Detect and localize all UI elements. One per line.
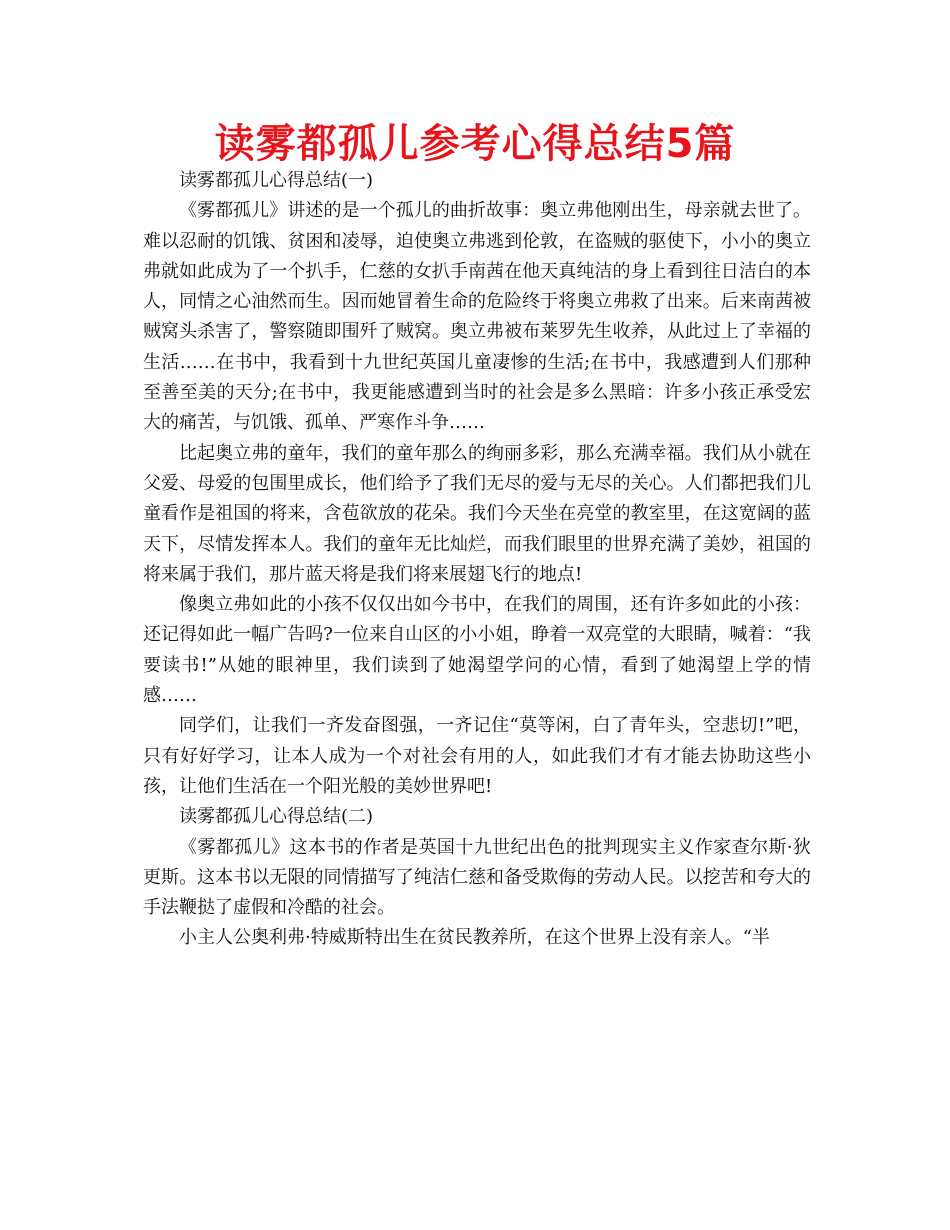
paragraph: 小主人公奥利弗·特威斯特出生在贫民教养所，在这个世界上没有亲人。“半 <box>179 927 770 949</box>
document-title: 读雾都孤儿参考心得总结5篇 <box>214 121 736 167</box>
paragraph: 比起奥立弗的童年，我们的童年那么的绚丽多彩，那么充满幸福。我们从小就在父爱、母爱的包围里成长，他们给予了我们无尽的爱与无尽的关心。人们都把我们儿童看作是祖国的将来，含苞欲放的花朵。我们今天坐在亮堂的教室里，在这宽阔的蓝天下，尽情发挥本人。我们的童年无比灿烂，而我们眼里的世界充满了美妙，祖国的将来属于我们，那片蓝天将是我们将来展翅飞行的地点! <box>143 442 811 585</box>
paragraph: 《雾都孤儿》讲述的是一个孤儿的曲折故事：奥立弗他刚出生，母亲就去世了。难以忍耐的饥饿、贫困和凌辱，迫使奥立弗逃到伦敦，在盗贼的驱使下，小小的奥立弗就如此成为了一个扒手，仁慈的女扒手南茜在他天真纯洁的身上看到往日洁白的本人，同情之心油然而生。因而她冒着生命的危险终于将奥立弗救了出来。后来南茜被贼窝头杀害了，警察随即围歼了贼窝。奥立弗被布莱罗先生收养，从此过上了幸福的生活……在书中，我看到十九世纪英国儿童凄惨的生活;在书中，我感遭到人们那种至善至美的天分;在书中，我更能感遭到当时的社会是多么黑暗：许多小孩正承受宏大的痛苦，与饥饿、孤单、严寒作斗争…… <box>143 200 811 434</box>
paragraph: 像奥立弗如此的小孩不仅仅出如今书中，在我们的周围，还有许多如此的小孩：还记得如此一幅广告吗?一位来自山区的小小姐，睁着一双亮堂的大眼睛，喊着：“我要读书!”从她的眼神里，我们读到了她渴望学问的心情，看到了她渴望上学的情感…… <box>143 594 811 707</box>
section-heading-2: 读雾都孤儿心得总结(二) <box>179 806 374 828</box>
section-heading-1: 读雾都孤儿心得总结(一) <box>179 170 374 191</box>
paragraph: 同学们，让我们一齐发奋图强，一齐记住“莫等闲，白了青年头，空悲切!”吧，只有好好学习，让本人成为一个对社会有用的人，如此我们才有才能去协助这些小孩，让他们生活在一个阳光般的美妙世界吧! <box>143 715 811 797</box>
paragraph: 《雾都孤儿》这本书的作者是英国十九世纪出色的批判现实主义作家查尔斯·狄更斯。这本书以无限的同情描写了纯洁仁慈和备受欺侮的劳动人民。以挖苦和夸大的手法鞭挞了虚假和冷酷的社会。 <box>143 836 811 919</box>
document-body <box>143 166 811 954</box>
